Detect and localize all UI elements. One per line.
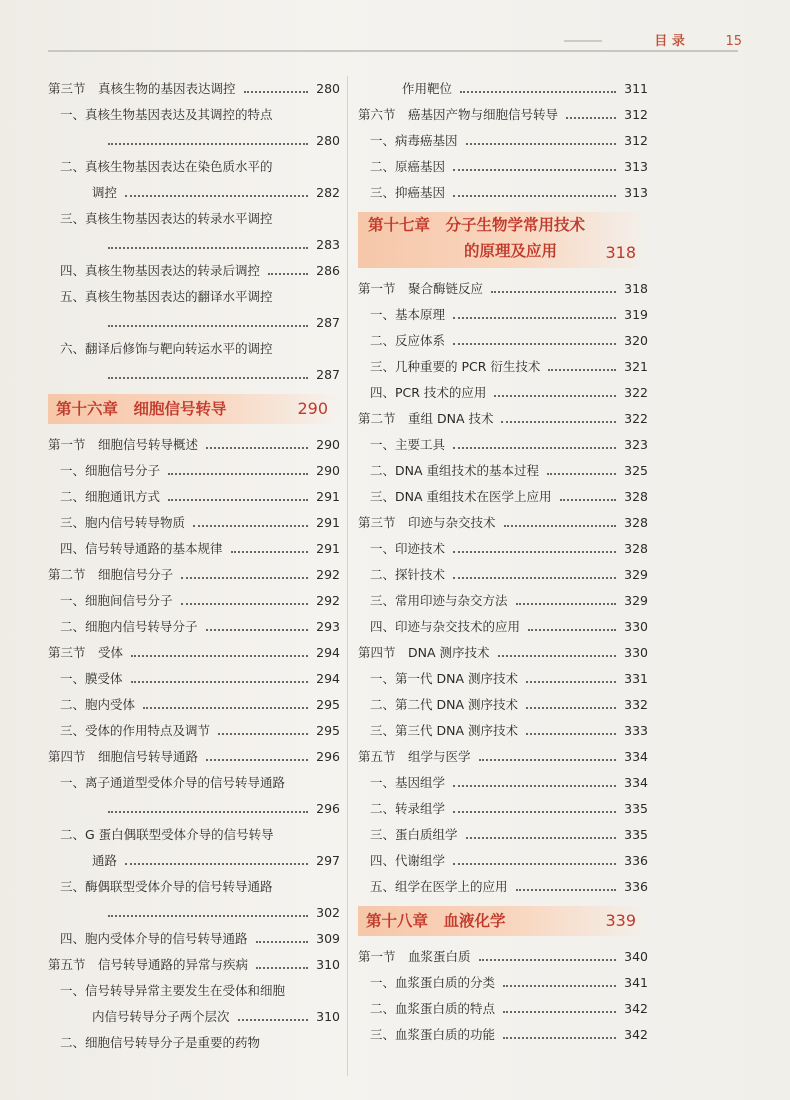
toc-subsection-entry[interactable] xyxy=(48,692,340,718)
toc-right-column xyxy=(358,76,648,1048)
toc-subsection-entry[interactable] xyxy=(48,926,340,952)
toc-entry-text: 第二节 重组 DNA 技术 xyxy=(358,411,494,426)
toc-leader-dots xyxy=(256,967,308,969)
toc-page-number: 342 xyxy=(624,1027,648,1042)
toc-page-number: 297 xyxy=(316,853,340,868)
toc-entry-continuation[interactable] xyxy=(48,232,340,258)
toc-entry-text: 第一节 血浆蛋白质 xyxy=(358,949,471,964)
toc-leader-dots xyxy=(168,499,308,501)
toc-leader-dots xyxy=(528,629,616,631)
toc-entry-text: 一、主要工具 xyxy=(370,437,446,452)
toc-leader-dots xyxy=(108,143,308,145)
toc-page-number: 282 xyxy=(316,185,340,200)
toc-leader-dots xyxy=(193,525,308,527)
toc-entry-text: 第一节 聚合酶链反应 xyxy=(358,281,484,296)
toc-subsection-entry[interactable] xyxy=(48,206,340,232)
toc-subsection-entry[interactable] xyxy=(48,874,340,900)
toc-entry-text: 一、病毒癌基因 xyxy=(370,133,458,148)
toc-section-entry[interactable] xyxy=(358,640,648,666)
toc-page-number: 311 xyxy=(624,81,648,96)
toc-subsection-entry[interactable] xyxy=(358,822,648,848)
toc-page-number: 291 xyxy=(316,515,340,530)
toc-entry-text: 三、DNA 重组技术在医学上应用 xyxy=(370,489,552,504)
toc-entry-text: 二、探针技术 xyxy=(370,567,446,582)
running-header xyxy=(654,30,742,49)
toc-leader-dots xyxy=(125,863,308,865)
toc-leader-dots xyxy=(453,317,616,319)
toc-entry-text: 三、真核生物基因表达的转录水平调控 xyxy=(60,211,273,226)
header-rule xyxy=(48,50,738,52)
toc-page-number: 310 xyxy=(316,1009,340,1024)
toc-leader-dots xyxy=(526,733,616,735)
toc-leader-dots xyxy=(143,707,308,709)
toc-entry-text: 四、印迹与杂交技术的应用 xyxy=(370,619,521,634)
toc-leader-dots xyxy=(108,811,308,813)
toc-leader-dots xyxy=(453,447,616,449)
toc-entry-text: 第一节 细胞信号转导概述 xyxy=(48,437,199,452)
toc-page-number: 341 xyxy=(624,975,648,990)
toc-subsection-entry[interactable] xyxy=(358,180,648,206)
chapter-page-number: 290 xyxy=(297,399,328,418)
toc-leader-dots xyxy=(168,473,308,475)
toc-subsection-entry[interactable] xyxy=(358,380,648,406)
toc-leader-dots xyxy=(244,91,309,93)
toc-leader-dots xyxy=(131,655,308,657)
chapter-title: 第十七章 分子生物学常用技术 xyxy=(368,216,586,234)
toc-entry-text: 二、第二代 DNA 测序技术 xyxy=(370,697,518,712)
toc-leader-dots xyxy=(547,473,616,475)
toc-leader-dots xyxy=(466,837,617,839)
toc-subsection-entry[interactable] xyxy=(48,284,340,310)
toc-leader-dots xyxy=(181,603,309,605)
toc-entry-text: 五、真核生物基因表达的翻译水平调控 xyxy=(60,289,273,304)
toc-leader-dots xyxy=(131,681,309,683)
toc-leader-dots xyxy=(503,1037,616,1039)
toc-entry-text: 一、血浆蛋白质的分类 xyxy=(370,975,496,990)
toc-section-entry[interactable] xyxy=(358,406,648,432)
toc-subsection-entry[interactable] xyxy=(358,484,648,510)
toc-entry-text: 作用靶位 xyxy=(402,81,453,96)
toc-subsection-entry[interactable] xyxy=(358,458,648,484)
toc-leader-dots xyxy=(501,421,616,423)
toc-subsection-entry[interactable] xyxy=(358,302,648,328)
toc-subsection-entry[interactable] xyxy=(358,154,648,180)
toc-entry-text: 三、第三代 DNA 测序技术 xyxy=(370,723,518,738)
toc-entry-text: 三、常用印迹与杂交方法 xyxy=(370,593,508,608)
toc-subsection-entry[interactable] xyxy=(358,666,648,692)
toc-subsection-entry[interactable] xyxy=(48,484,340,510)
toc-subsection-entry[interactable] xyxy=(48,154,340,180)
toc-page-number: 336 xyxy=(624,879,648,894)
toc-entry-text: 三、血浆蛋白质的功能 xyxy=(370,1027,496,1042)
toc-subsection-entry[interactable] xyxy=(358,562,648,588)
toc-entry-text: 第五节 组学与医学 xyxy=(358,749,471,764)
toc-entry-text: 第三节 真核生物的基因表达调控 xyxy=(48,81,236,96)
toc-subsection-entry[interactable] xyxy=(48,102,340,128)
toc-entry-text: 三、胞内信号转导物质 xyxy=(60,515,186,530)
toc-leader-dots xyxy=(125,195,308,197)
toc-leader-dots xyxy=(453,811,616,813)
toc-page-number: 309 xyxy=(316,931,340,946)
toc-page-number: 302 xyxy=(316,905,340,920)
toc-page-number: 321 xyxy=(624,359,648,374)
chapter-title: 第十八章 血液化学 xyxy=(366,912,506,930)
toc-leader-dots xyxy=(498,655,617,657)
header-tab-mark xyxy=(564,28,602,42)
toc-entry-text: 四、PCR 技术的应用 xyxy=(370,385,487,400)
toc-page-number: 296 xyxy=(316,801,340,816)
toc-entry-text: 第六节 癌基因产物与细胞信号转导 xyxy=(358,107,559,122)
toc-page-number: 310 xyxy=(316,957,340,972)
toc-entry-text: 内信号转导分子两个层次 xyxy=(92,1009,230,1024)
toc-page-number: 329 xyxy=(624,567,648,582)
toc-entry-text: 一、基因组学 xyxy=(370,775,446,790)
toc-page-number: 292 xyxy=(316,567,340,582)
toc-page-number: 295 xyxy=(316,723,340,738)
toc-leader-dots xyxy=(453,551,616,553)
toc-entry-text: 二、原癌基因 xyxy=(370,159,446,174)
toc-page-number: 323 xyxy=(624,437,648,452)
toc-entry-text: 一、细胞信号分子 xyxy=(60,463,161,478)
toc-leader-dots xyxy=(491,291,616,293)
toc-entry-text: 一、第一代 DNA 测序技术 xyxy=(370,671,518,686)
toc-leader-dots xyxy=(516,889,617,891)
toc-leader-dots xyxy=(504,525,617,527)
toc-page-number: 328 xyxy=(624,515,648,530)
toc-page-number: 312 xyxy=(624,133,648,148)
chapter-title: 第十六章 细胞信号转导 xyxy=(56,400,227,418)
toc-subsection-entry[interactable] xyxy=(48,718,340,744)
toc-leader-dots xyxy=(466,143,617,145)
toc-entry-text: 二、转录组学 xyxy=(370,801,446,816)
toc-leader-dots xyxy=(218,733,308,735)
toc-subsection-entry[interactable] xyxy=(48,822,340,848)
toc-entry-text: 四、胞内受体介导的信号转导通路 xyxy=(60,931,248,946)
toc-page-number: 283 xyxy=(316,237,340,252)
toc-entry-text: 四、代谢组学 xyxy=(370,853,446,868)
toc-subsection-entry[interactable] xyxy=(358,996,648,1022)
toc-leader-dots xyxy=(453,577,616,579)
toc-entry-text: 一、细胞间信号分子 xyxy=(60,593,173,608)
toc-page-number: 330 xyxy=(624,619,648,634)
toc-entry-text: 二、真核生物基因表达在染色质水平的 xyxy=(60,159,273,174)
toc-entry-text: 一、信号转导异常主要发生在受体和细胞 xyxy=(60,983,286,998)
toc-subsection-entry[interactable] xyxy=(358,328,648,354)
toc-section-entry[interactable] xyxy=(358,744,648,770)
toc-entry-continuation[interactable] xyxy=(48,180,340,206)
toc-section-entry[interactable] xyxy=(48,432,340,458)
toc-subsection-entry[interactable] xyxy=(358,354,648,380)
toc-page-number: 290 xyxy=(316,463,340,478)
toc-page-number: 342 xyxy=(624,1001,648,1016)
toc-section-entry[interactable] xyxy=(48,952,340,978)
toc-subsection-entry[interactable] xyxy=(358,970,648,996)
toc-page-number: 335 xyxy=(624,801,648,816)
toc-page-number: 295 xyxy=(316,697,340,712)
toc-page-number: 332 xyxy=(624,697,648,712)
toc-page-number: 290 xyxy=(316,437,340,452)
toc-leader-dots xyxy=(453,785,616,787)
toc-leader-dots xyxy=(256,941,309,943)
toc-leader-dots xyxy=(108,915,308,917)
toc-page-number: 319 xyxy=(624,307,648,322)
toc-entry-text: 第三节 受体 xyxy=(48,645,124,660)
toc-leader-dots xyxy=(453,195,616,197)
toc-entry-continuation[interactable] xyxy=(48,310,340,336)
toc-entry-continuation[interactable] xyxy=(48,362,340,388)
toc-entry-text: 一、离子通道型受体介导的信号转导通路 xyxy=(60,775,286,790)
toc-page-number: 329 xyxy=(624,593,648,608)
toc-page-number: 320 xyxy=(624,333,648,348)
toc-page-number: 328 xyxy=(624,489,648,504)
toc-page-number: 292 xyxy=(316,593,340,608)
toc-subsection-entry[interactable] xyxy=(48,336,340,362)
toc-entry-text: 二、反应体系 xyxy=(370,333,446,348)
toc-subsection-entry[interactable] xyxy=(48,258,340,284)
toc-entry-text: 第四节 细胞信号转导通路 xyxy=(48,749,199,764)
toc-entry-text: 五、组学在医学上的应用 xyxy=(370,879,508,894)
toc-entry-text: 第二节 细胞信号分子 xyxy=(48,567,174,582)
toc-page-number: 318 xyxy=(624,281,648,296)
toc-page-number: 328 xyxy=(624,541,648,556)
toc-subsection-entry[interactable] xyxy=(358,796,648,822)
toc-subsection-entry[interactable] xyxy=(48,666,340,692)
toc-page-number: 336 xyxy=(624,853,648,868)
toc-left-column xyxy=(48,76,340,1056)
toc-leader-dots xyxy=(503,1011,616,1013)
toc-entry-continuation[interactable] xyxy=(48,848,340,874)
toc-leader-dots xyxy=(181,577,308,579)
toc-entry-continuation[interactable] xyxy=(358,76,648,102)
toc-leader-dots xyxy=(206,629,309,631)
toc-entry-text: 三、几种重要的 PCR 衍生技术 xyxy=(370,359,541,374)
toc-page-number: 335 xyxy=(624,827,648,842)
toc-leader-dots xyxy=(206,447,308,449)
toc-leader-dots xyxy=(453,343,616,345)
toc-entry-continuation[interactable] xyxy=(48,796,340,822)
toc-subsection-entry[interactable] xyxy=(358,770,648,796)
toc-subsection-entry[interactable] xyxy=(48,536,340,562)
toc-entry-text: 六、翻译后修饰与靶向转运水平的调控 xyxy=(60,341,273,356)
toc-leader-dots xyxy=(238,1019,309,1021)
toc-leader-dots xyxy=(560,499,617,501)
toc-leader-dots xyxy=(231,551,309,553)
toc-subsection-entry[interactable] xyxy=(48,614,340,640)
toc-page-number: 291 xyxy=(316,541,340,556)
toc-page-number: 330 xyxy=(624,645,648,660)
toc-leader-dots xyxy=(108,377,308,379)
toc-leader-dots xyxy=(453,863,616,865)
toc-subsection-entry[interactable] xyxy=(48,1030,340,1056)
toc-entry-text: 调控 xyxy=(92,185,118,200)
toc-entry-text: 三、蛋白质组学 xyxy=(370,827,458,842)
header-title: 目 录 xyxy=(654,34,685,49)
toc-entry-text: 二、细胞内信号转导分子 xyxy=(60,619,198,634)
toc-entry-text: 四、真核生物基因表达的转录后调控 xyxy=(60,263,261,278)
chapter-page-number: 339 xyxy=(605,911,636,930)
toc-section-entry[interactable] xyxy=(358,276,648,302)
toc-entry-continuation[interactable] xyxy=(48,1004,340,1030)
toc-entry-text: 通路 xyxy=(92,853,118,868)
toc-leader-dots xyxy=(479,959,617,961)
toc-section-entry[interactable] xyxy=(48,744,340,770)
toc-page-number: 340 xyxy=(624,949,648,964)
toc-subsection-entry[interactable] xyxy=(48,458,340,484)
toc-leader-dots xyxy=(516,603,617,605)
toc-page-number: 331 xyxy=(624,671,648,686)
toc-subsection-entry[interactable] xyxy=(48,588,340,614)
toc-entry-text: 二、血浆蛋白质的特点 xyxy=(370,1001,496,1016)
toc-page-number: 333 xyxy=(624,723,648,738)
toc-entry-text: 一、膜受体 xyxy=(60,671,123,686)
toc-entry-text: 三、受体的作用特点及调节 xyxy=(60,723,211,738)
toc-page-number: 287 xyxy=(316,315,340,330)
toc-entry-text: 二、DNA 重组技术的基本过程 xyxy=(370,463,540,478)
toc-subsection-entry[interactable] xyxy=(358,536,648,562)
toc-page-number: 325 xyxy=(624,463,648,478)
toc-page-number: 291 xyxy=(316,489,340,504)
toc-leader-dots xyxy=(494,395,616,397)
toc-section-entry[interactable] xyxy=(358,510,648,536)
toc-leader-dots xyxy=(526,681,616,683)
toc-page-number: 312 xyxy=(624,107,648,122)
toc-subsection-entry[interactable] xyxy=(358,614,648,640)
toc-entry-text: 四、信号转导通路的基本规律 xyxy=(60,541,223,556)
toc-subsection-entry[interactable] xyxy=(358,432,648,458)
toc-subsection-entry[interactable] xyxy=(358,692,648,718)
toc-subsection-entry[interactable] xyxy=(48,770,340,796)
toc-leader-dots xyxy=(503,985,616,987)
toc-page-number: 313 xyxy=(624,159,648,174)
toc-page-number: 286 xyxy=(316,263,340,278)
toc-entry-continuation[interactable] xyxy=(48,128,340,154)
column-divider xyxy=(347,76,348,1076)
toc-entry-text: 三、酶偶联型受体介导的信号转导通路 xyxy=(60,879,273,894)
toc-entry-text: 第五节 信号转导通路的异常与疾病 xyxy=(48,957,249,972)
toc-leader-dots xyxy=(108,325,308,327)
toc-entry-text: 三、抑癌基因 xyxy=(370,185,446,200)
toc-entry-text: 一、真核生物基因表达及其调控的特点 xyxy=(60,107,273,122)
toc-entry-text: 二、G 蛋白偶联型受体介导的信号转导 xyxy=(60,827,274,842)
toc-entry-text: 二、细胞信号转导分子是重要的药物 xyxy=(60,1035,261,1050)
toc-leader-dots xyxy=(460,91,616,93)
toc-page-number: 287 xyxy=(316,367,340,382)
toc-entry-text: 第三节 印迹与杂交技术 xyxy=(358,515,496,530)
toc-leader-dots xyxy=(479,759,617,761)
toc-subsection-entry[interactable] xyxy=(358,1022,648,1048)
toc-subsection-entry[interactable] xyxy=(358,128,648,154)
toc-leader-dots xyxy=(566,117,616,119)
toc-leader-dots xyxy=(108,247,308,249)
toc-page-number: 313 xyxy=(624,185,648,200)
toc-leader-dots xyxy=(548,369,616,371)
toc-subsection-entry[interactable] xyxy=(358,848,648,874)
toc-leader-dots xyxy=(453,169,616,171)
chapter-page-number: 318 xyxy=(605,243,636,262)
toc-section-entry[interactable] xyxy=(48,640,340,666)
chapter-title-line2: 的原理及应用 xyxy=(464,242,558,260)
toc-section-entry[interactable] xyxy=(358,102,648,128)
toc-page-number: 322 xyxy=(624,385,648,400)
toc-entry-text: 第四节 DNA 测序技术 xyxy=(358,645,490,660)
toc-leader-dots xyxy=(206,759,308,761)
toc-section-entry[interactable] xyxy=(358,944,648,970)
toc-leader-dots xyxy=(526,707,616,709)
toc-entry-text: 一、印迹技术 xyxy=(370,541,446,556)
toc-subsection-entry[interactable] xyxy=(48,978,340,1004)
toc-page-number: 294 xyxy=(316,645,340,660)
toc-section-entry[interactable] xyxy=(48,76,340,102)
toc-page-number: 334 xyxy=(624,775,648,790)
chapter-heading[interactable] xyxy=(48,394,340,424)
toc-section-entry[interactable] xyxy=(48,562,340,588)
toc-entry-continuation[interactable] xyxy=(48,900,340,926)
toc-page-number: 322 xyxy=(624,411,648,426)
toc-page-number: 334 xyxy=(624,749,648,764)
toc-page-number: 280 xyxy=(316,81,340,96)
toc-page-number: 296 xyxy=(316,749,340,764)
toc-entry-text: 二、细胞通讯方式 xyxy=(60,489,161,504)
toc-subsection-entry[interactable] xyxy=(358,588,648,614)
toc-entry-text: 一、基本原理 xyxy=(370,307,446,322)
chapter-heading[interactable] xyxy=(358,906,648,936)
toc-page-number: 293 xyxy=(316,619,340,634)
chapter-heading[interactable] xyxy=(358,212,648,268)
toc-leader-dots xyxy=(268,273,308,275)
header-page-number: 15 xyxy=(725,34,742,49)
toc-subsection-entry[interactable] xyxy=(358,718,648,744)
toc-subsection-entry[interactable] xyxy=(358,874,648,900)
toc-subsection-entry[interactable] xyxy=(48,510,340,536)
toc-page-number: 280 xyxy=(316,133,340,148)
toc-page-number: 294 xyxy=(316,671,340,686)
toc-entry-text: 二、胞内受体 xyxy=(60,697,136,712)
